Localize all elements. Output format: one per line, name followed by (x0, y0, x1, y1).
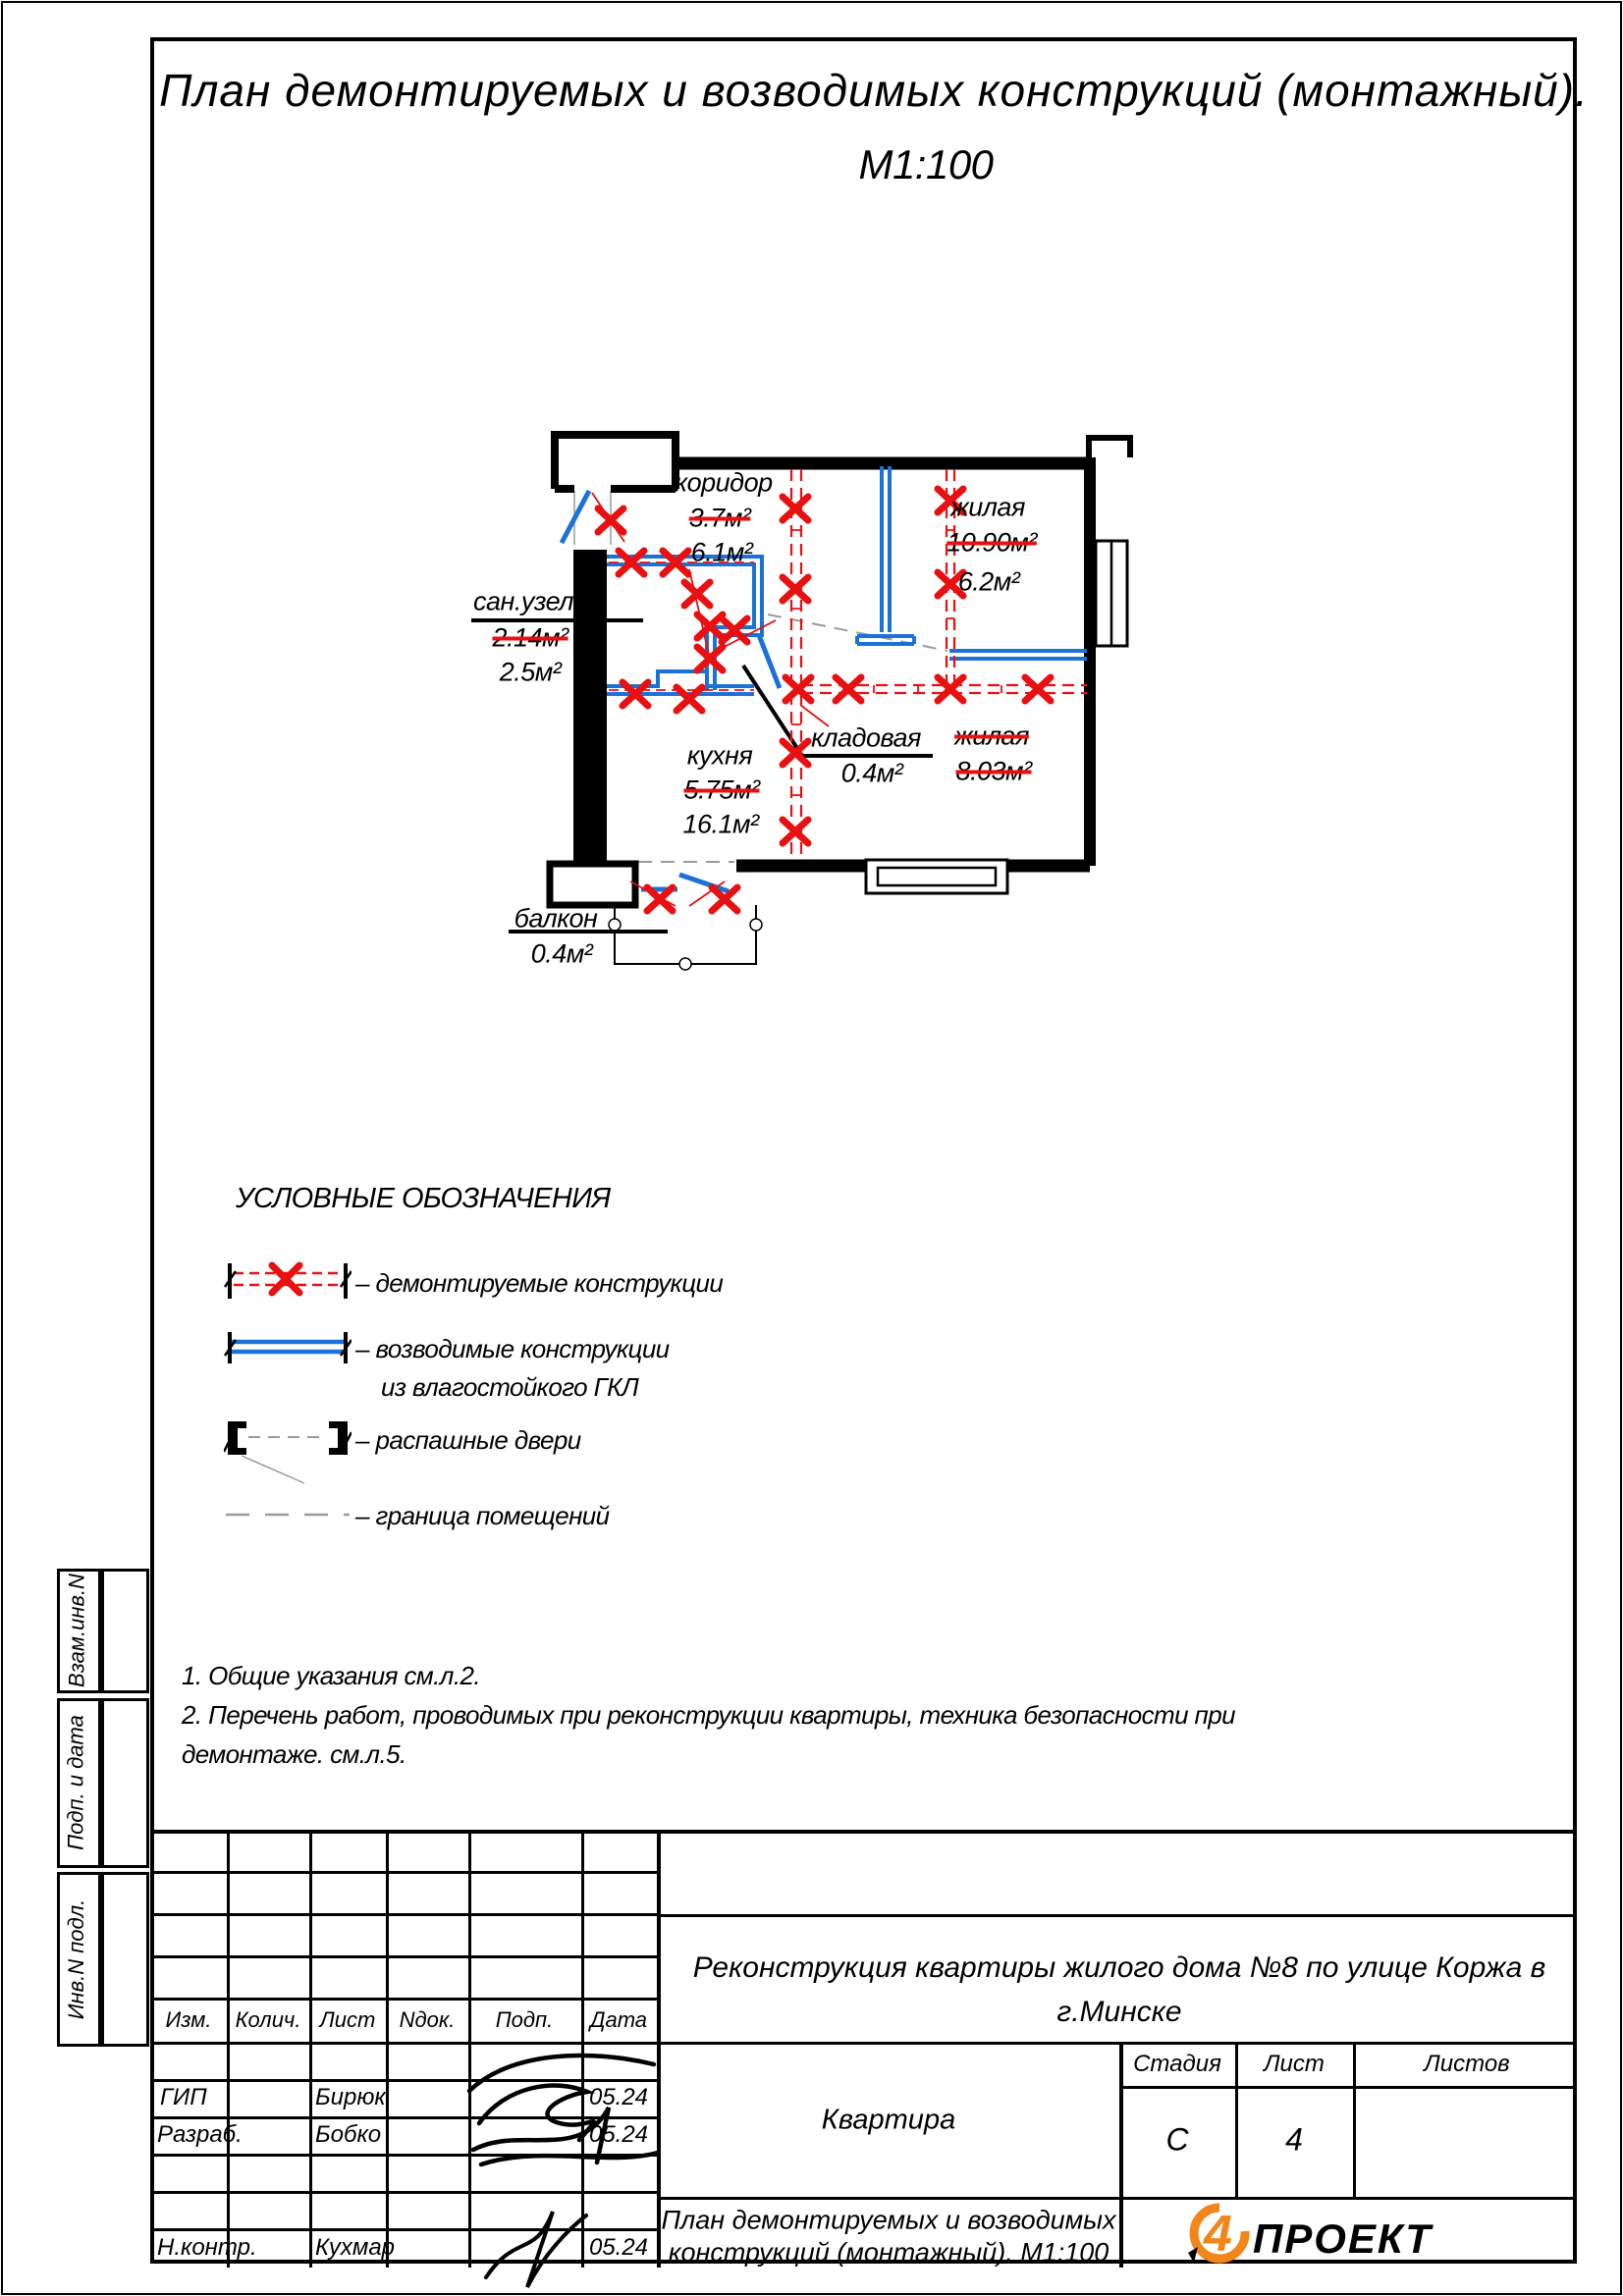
row-nkontr-role: Н.контр. (157, 2234, 257, 2261)
row-razrab-role: Разраб. (157, 2121, 243, 2148)
side-box-vzam-value (101, 1569, 149, 1693)
project-name-line2: г.Минске (1056, 1996, 1182, 2028)
legend-doors-symbol (224, 1416, 352, 1487)
side-label-vzam: Взам.инв.N (64, 1574, 89, 1687)
room-area: 0.4м² (530, 938, 593, 969)
room-label-kladovaya: кладовая (811, 722, 921, 753)
col-list: Лист (319, 2007, 376, 2032)
room-area-old: 5.75м² (683, 774, 760, 805)
stage-label: Стадия (1133, 2051, 1221, 2077)
row-gip-name: Бирюк (315, 2084, 386, 2110)
room-area-old: 2.14м² (492, 622, 568, 653)
room-label-kuhnya: кухня (686, 740, 753, 771)
object-name: Квартира (821, 2104, 956, 2136)
drawing-title: План демонтируемых и возводимых конструкций (монтажный). (159, 65, 1589, 116)
room-area-new: 2.5м² (499, 657, 562, 687)
room-area-new: 16.1м² (682, 809, 759, 839)
room-area-old: 10.90м² (947, 527, 1037, 558)
room-area-new: 6.1м² (690, 537, 753, 567)
col-izm: Изм. (165, 2007, 212, 2032)
row-gip-role: ГИП (160, 2084, 207, 2110)
legend-new-wall-label: – возводимые конструкции (355, 1334, 670, 1363)
room-area: 0.4м² (840, 758, 903, 788)
col-kolich: Колич. (235, 2007, 301, 2032)
room-label-zhilaya2: жилая (954, 721, 1029, 751)
side-box-inv-value (101, 1872, 149, 2047)
legend-new-wall-symbol (224, 1330, 352, 1365)
legend-new-wall-label2: из влагостойкого ГКЛ (381, 1372, 639, 1402)
room-label-koridor: коридор (675, 467, 773, 498)
floor-plan (363, 412, 1139, 982)
legend-boundary-symbol (224, 1506, 352, 1523)
doc-title-line2: конструкций (монтажный). М1:100 (668, 2237, 1109, 2268)
legend-title: УСЛОВНЫЕ ОБОЗНАЧЕНИЯ (236, 1183, 611, 1214)
row-gip-date: 05.24 (588, 2084, 649, 2110)
logo-digit: 4 (1204, 2206, 1232, 2263)
left-wall (573, 550, 607, 866)
room-label-balkon: балкон (514, 903, 598, 934)
legend-demolished-symbol (224, 1259, 352, 1303)
row-razrab-name: Бобко (315, 2121, 382, 2148)
room-label-sanuzel: сан.узел (473, 586, 573, 616)
project-name-line1: Реконструкция квартиры жилого дома №8 по улице Коржа в (692, 1951, 1546, 1984)
row-razrab-date: 05.24 (588, 2121, 649, 2148)
note-3: демонтаже. см.л.5. (182, 1739, 406, 1769)
col-data: Дата (589, 2007, 648, 2032)
signature-nkontr (476, 2204, 594, 2292)
room-area-new: 6.2м² (957, 566, 1020, 597)
room-label-zhilaya1: жилая (950, 492, 1025, 522)
note-2: 2. Перечень работ, проводимых при реконструкции квартиры, техника безопасности при (182, 1700, 1235, 1730)
room-area-old: 3.7м² (688, 503, 751, 533)
drawing-scale: М1:100 (858, 141, 994, 187)
logo-text: ПРОЕКТ (1253, 2216, 1433, 2262)
note-1: 1. Общие указания см.л.2. (182, 1661, 480, 1690)
row-nkontr-name: Кухмар (315, 2234, 396, 2261)
logo-tick-icon (1188, 2247, 1198, 2263)
col-podp: Подп. (495, 2007, 554, 2032)
sheets-label: Листов (1424, 2051, 1510, 2077)
sheet-value: 4 (1285, 2121, 1303, 2158)
sheet-label: Лист (1264, 2051, 1325, 2077)
col-ndok: Nдок. (399, 2007, 456, 2032)
drawing-frame (150, 37, 1577, 2264)
room-area-old: 8.03м² (955, 756, 1032, 786)
stage-value: С (1165, 2121, 1189, 2158)
signature-gip-razrab (461, 2047, 668, 2179)
legend-demolished-label: – демонтируемые конструкции (355, 1268, 724, 1298)
legend-boundary-label: – граница помещений (355, 1501, 610, 1530)
side-label-inv: Инв.N подл. (64, 1898, 88, 2020)
side-box-podp-value (101, 1698, 149, 1868)
company-logo (1159, 2202, 1551, 2265)
legend-doors-label: – распашные двери (355, 1425, 581, 1455)
row-nkontr-date: 05.24 (588, 2234, 649, 2261)
side-label-podp: Подп. и дата (63, 1715, 88, 1850)
doc-title-line1: План демонтируемых и возводимых (661, 2205, 1116, 2235)
